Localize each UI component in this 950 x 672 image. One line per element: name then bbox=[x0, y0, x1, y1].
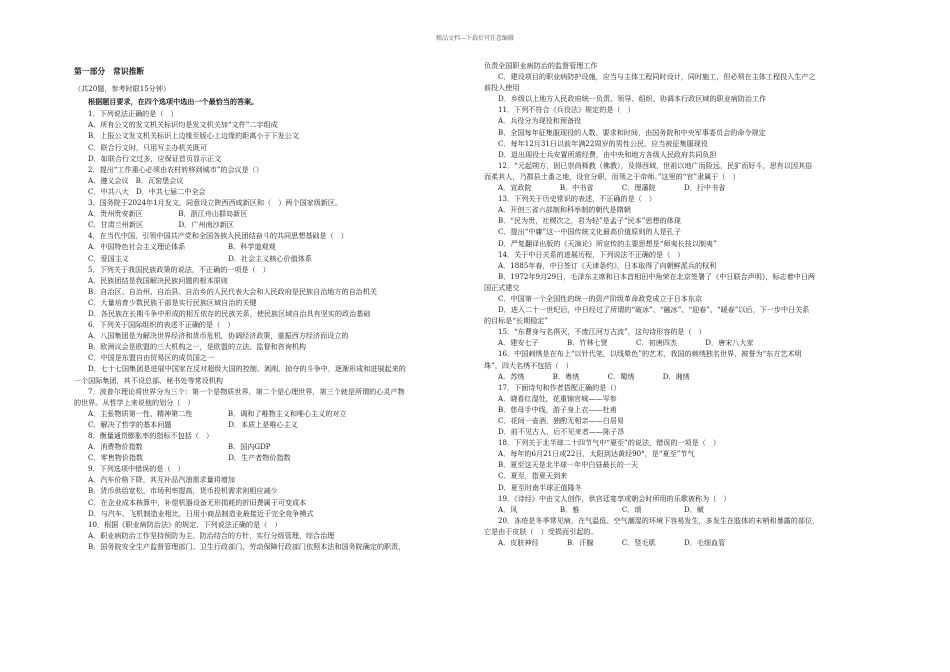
text-line: 11．下列不符合《兵役法》规定的是（ ） bbox=[498, 105, 635, 115]
text-line: D．乡级以上地方人民政府统一负责、领导、组织、协调本行政区域的职业病防治工作 bbox=[498, 94, 767, 104]
text-line: 负责全国职业病防治的监督管理工作 bbox=[484, 61, 598, 70]
text-line: B．全国每年征集服现役的人数、要求和时间，由国务院和中央军事委员会的命令规定 bbox=[498, 127, 766, 137]
text-line: D．七十七国集团是进展中国家在反对超级大国的控制、剥削、掠夺的斗争中，逐渐形成和进展起来的 bbox=[88, 364, 406, 374]
text-line: B．欧洲议会是欧盟的三大机构之一，是欧盟的立法、监督和咨询机构 bbox=[88, 342, 307, 352]
text-line: A．消费物价指数 B．国内GDP bbox=[88, 442, 271, 452]
text-line: C．花间一壶酒，独酌无相亲——白居易 bbox=[498, 416, 625, 425]
text-line: A．所有公文的发文机关标识均是发文机关加“文件”二字组成 bbox=[88, 120, 278, 130]
text-line: A．主张物质第一性、精神第二性 B．调和了唯物主义和唯心主义的对立 bbox=[88, 408, 347, 418]
text-line: 前投入使用 bbox=[484, 83, 520, 93]
text-line: 8．衡量通货膨胀率的指标不包括（ ） bbox=[88, 431, 214, 440]
text-line: C．解决了哲学的基本问题 D．本质上是唯心主义 bbox=[88, 419, 298, 429]
text-line: A．苏绣 B．粤绣 C．蜀绣 D．湘绣 bbox=[498, 371, 690, 381]
text-line: D．严复翻译出版的《天演论》所宣传的主要思想是“师夷长技以制夷” bbox=[498, 238, 717, 248]
text-line: D．与汽车、飞机制造业相比，日用小商品制造业最接近于完全竞争模式 bbox=[88, 508, 314, 518]
text-line: A．建安七子 B．竹林七贤 C．初唐四杰 D．唐宋八大家 bbox=[498, 338, 754, 348]
text-line: 它是由于皮肤（ ）受损而引起的。 bbox=[484, 526, 598, 536]
text-line: 而柔其人，乃郡县土番之地，设官分职，而领之于帝师。”这里的“官”隶属于（ ） bbox=[484, 171, 740, 181]
left-question-list bbox=[74, 108, 484, 552]
text-line: C．在企业成本核算中，补偿机器设备无形损耗的折旧费属于可变成本 bbox=[88, 497, 307, 507]
text-line: 13．下列关于历史常识的表述，不正确的是（ ） bbox=[498, 194, 656, 204]
text-line: 15．“东曹身与名俱灭，不废江河万古流”，这句诗形容的是（ ） bbox=[498, 327, 706, 337]
text-line: 一个国际集团，其不设总部、秘书处等常设机构 bbox=[74, 375, 223, 385]
text-line: A．宣政院 B．中书省 C．理藩院 D．行中书省 bbox=[498, 183, 726, 193]
text-line: 14．关于中日关系的进展历程，下列说法不正确的是（ ） bbox=[498, 249, 685, 259]
text-line: D．退出现役士兵安置所需经费，由中央和地方各级人民政府共同负担 bbox=[498, 149, 717, 159]
text-line: D．进入二十一世纪后，中日经过了所谓的“破冰”、“融冰”、“迎春”、“暖春”以后，下一步中日关系 bbox=[498, 305, 810, 315]
text-line: B．自治区、自治州、自治县、自治乡的人民代表大会和人民政府是民族自治地方的自治机关 bbox=[88, 286, 377, 296]
text-line: B．国务院安全生产监督管理部门、卫生行政部门、劳动保障行政部门依照本法和国务院确定的职责， bbox=[88, 541, 406, 551]
text-line: 20．冻疮是冬季常见病，在气温低、空气潮湿的环境下容易发生，多发生在肢体的末梢和暴露的部位， bbox=[498, 515, 820, 525]
text-line: 3．国务院于2024年1月发文，同意设立陕西西咸新区和（ ）两个国家级新区。 bbox=[88, 198, 343, 208]
text-line: C．建设项目的职业病防护设施，应当与主体工程同时设计，同时施工，但必须在主体工程投入生产之 bbox=[498, 72, 816, 82]
text-line: A．皮肤神经 B．汗腺 C．竖毛肌 D．毛细血管 bbox=[498, 538, 726, 548]
text-line: D．各民族在长期斗争中形成的相互依存的民族关系，使民族区域自治具有坚实的政治基础 bbox=[88, 308, 371, 318]
text-line: 的目标是“长期稳定” bbox=[484, 316, 549, 326]
text-line: C．大量培育少数民族干部是实行民族区域自治的关键 bbox=[88, 297, 257, 307]
text-line: 9．下列选项中错误的是（ ） bbox=[88, 464, 185, 474]
text-line: 4．在当代中国，引领中国共产党和全国各族人民团结奋斗的共同思想基础是（ ） bbox=[88, 231, 348, 241]
text-line: A．风 B．雅 C．颂 D．赋 bbox=[498, 504, 704, 514]
instruction: 根据题目要求，在四个选项中选出一个最恰当的答案。 bbox=[88, 97, 259, 107]
text-line: 19．《诗经》中由文人创作，供宫廷宴享或朝会时所用的乐歌被称为（ ） bbox=[498, 493, 731, 503]
section-title: 第一部分 常识推断 bbox=[74, 67, 145, 76]
text-line: 的世界。从哲学上来说他的划分（ ） bbox=[74, 397, 195, 407]
text-line: A．汽车价格下降，其互补品汽油需求量将增加 bbox=[88, 475, 235, 485]
text-line: B．货币供给宽松，市场利率提高，货币投机需求则相应减少 bbox=[88, 486, 278, 496]
text-line: A．职业病防治工作坚持预防为主、防治结合的方针，实行分级管理、综合治理 bbox=[88, 530, 335, 540]
text-line: 10．根据《职业病防治法》的规定，下列说法正确的是（ ） bbox=[88, 519, 282, 529]
text-line: 17．下面诗句和作者搭配正确的是（） bbox=[498, 382, 621, 392]
text-line: C．每年12月31日以前年满22周岁的男性公民，应当被征集服现役 bbox=[498, 138, 708, 148]
text-line: A．中国特色社会主义理论体系 B．科学道观观 bbox=[88, 242, 276, 252]
text-line: 5．下列关于我国民族政策的说法，不正确的一项是（ ） bbox=[88, 264, 270, 274]
text-line: A．遵义会议 B．瓦窑堡会议 bbox=[88, 175, 184, 185]
text-line: C．中国是东盟自由贸易区的成员国之一 bbox=[88, 353, 215, 363]
text-line: A．每年的6月21日或22日，太阳到达黄经90°，是“夏至”节气 bbox=[498, 449, 695, 459]
page-header: 精品文档---下载后可任意编辑 bbox=[435, 35, 515, 42]
text-line: A．1885年春，中日签订《天津条约》，日本取得了向朝鲜派兵的权利 bbox=[498, 260, 717, 270]
text-line: 12．“元起朔方，固已崇尚释教（佛教），及得西域，世祖以地广而险远，民犷而好斗，思有以因其俗 bbox=[498, 160, 813, 170]
text-line: D．如联合行文过多，应保证首页显示正文 bbox=[88, 153, 222, 163]
text-line: 珠”，四大名绣不包括（ ） bbox=[484, 360, 573, 370]
text-line: D．前不见古人，后不见来者——陈子昂 bbox=[498, 427, 625, 437]
text-line: 国正式建交 bbox=[484, 282, 520, 292]
text-line: B．上报公文发文机关标识上边缘至版心上边缘的距离小于下发公文 bbox=[88, 131, 299, 141]
text-line: B．夏至这天是北半球一年中白昼最长的一天 bbox=[498, 460, 638, 470]
text-line: A．民族团结是我国解决民族问题的根本原则 bbox=[88, 275, 228, 285]
text-line: C．提出“中庸”这一中国传统文化最高价值原则的人是孔子 bbox=[498, 227, 681, 237]
text-line: A．开创三省六部制和科举制的朝代是隋朝 bbox=[498, 205, 631, 215]
text-line: 6．下列关于国际组织的表述不正确的是（ ） bbox=[88, 320, 235, 330]
text-line: C．爱国主义 D．社会主义核心价值体系 bbox=[88, 253, 312, 263]
text-line: A．八国集团是为解决世界经济和货币危机，协调经济政策，重振西方经济而设立的 bbox=[88, 331, 349, 341]
text-line: C．联合行文时，只用写主办机关既可 bbox=[88, 142, 207, 152]
right-column bbox=[484, 60, 894, 548]
text-line: C．零售物价指数 D．生产者物价指数 bbox=[88, 453, 291, 463]
text-line: 18．下列关于北半球二十四节气中“夏至”的说法，错误的一项是（ ） bbox=[498, 438, 720, 448]
text-line: C．中共八大 D．中共七届二中全会 bbox=[88, 186, 206, 196]
text-line: A．晓看红湿处，花重锦官城——岑参 bbox=[498, 393, 617, 403]
text-line: 2．提出“工作重心必须由农村转移到城市”的会议是（） bbox=[88, 164, 263, 174]
text-line: A．贵州贵安新区 B．浙江舟山群岛新区 bbox=[88, 209, 248, 219]
text-line: 16．中国刺绣是在布上“以针代笔，以线晕色”的艺术，我国的刺绣独名世界，被誉为“东方艺术明 bbox=[498, 349, 802, 359]
section-note: （共20题，参考时限15分钟） bbox=[74, 84, 171, 94]
text-line: C．甘肃兰州新区 D．广州南沙新区 bbox=[88, 220, 234, 230]
text-line: D．夏至时南半球正值隆冬 bbox=[498, 482, 582, 492]
text-line: B．慈母手中线，游子身上衣——杜甫 bbox=[498, 404, 617, 414]
left-column bbox=[74, 66, 484, 552]
text-line: B．“民为贵，社稷次之，君为轻”是孟子“民本”思想的体现 bbox=[498, 216, 681, 226]
text-line: 1．下列说法正确的是（ ） bbox=[88, 109, 178, 119]
text-line: B．1972年9月29日，毛泽东主席和日本首相田中角荣在北京签署了《中日联合声明》，标志着中日两 bbox=[498, 271, 816, 281]
text-line: C．夏至，指夏天到来 bbox=[498, 471, 568, 481]
right-question-list bbox=[484, 60, 894, 548]
text-line: A．兵役分为现役和预备役 bbox=[498, 116, 582, 126]
text-line: C．中国第一个全国性的统一的资产阶级革命政党成立于日本东京 bbox=[498, 293, 703, 303]
text-line: 7．波普尔理论将世界分为三个：第一个是物质世界，第二个是心理世界，第三个就是所谓的心灵产物 bbox=[88, 386, 405, 396]
